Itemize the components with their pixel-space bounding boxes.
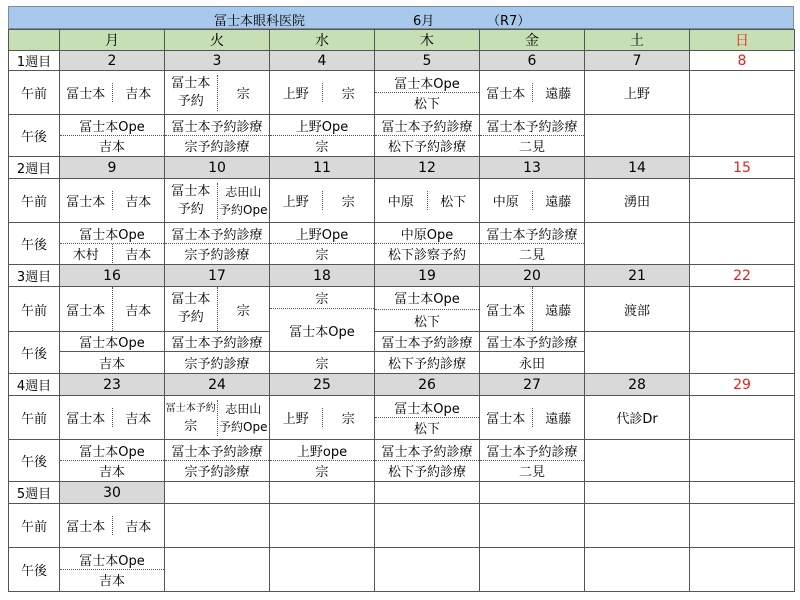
- empty-cell: [690, 548, 795, 592]
- sun-am: [690, 287, 795, 332]
- pm-label: 午後: [9, 115, 60, 157]
- empty-cell: [690, 504, 795, 548]
- am-row: [9, 396, 795, 440]
- cell-text: 中原: [375, 191, 428, 210]
- wed-pm: [270, 440, 375, 482]
- pm-row: [9, 440, 795, 482]
- fri-am: [480, 179, 585, 223]
- sat-am: 渡部: [585, 287, 690, 332]
- cell-text: 宗: [341, 412, 355, 427]
- date-cell: 24: [165, 374, 270, 396]
- clinic-name: 冨士本眼科医院: [214, 14, 306, 29]
- sat-pm: [585, 115, 690, 157]
- cell-text: 木村: [60, 244, 113, 263]
- empty-cell: [585, 548, 690, 592]
- tue-am: [165, 179, 270, 223]
- fri-am: [480, 71, 585, 115]
- cell-text: 冨士本予約診療: [165, 224, 269, 244]
- cell-text: 冨士本予約診療: [375, 116, 479, 136]
- cell-text: 宗予約診療: [184, 140, 250, 155]
- date-cell: 27: [480, 374, 585, 396]
- cell-text: 冨士本: [60, 516, 113, 535]
- empty-cell: [480, 548, 585, 592]
- mon-pm: [60, 115, 165, 157]
- cell-text: 予約Ope: [219, 202, 268, 217]
- cell-text: 吉本: [125, 520, 152, 535]
- cell-text: 冨士本: [171, 75, 211, 91]
- date-cell: 25: [270, 374, 375, 396]
- week-row: [9, 265, 795, 287]
- cell-text: 松下: [440, 195, 467, 210]
- date-cell-empty: [585, 482, 690, 504]
- cell-text: 吉本: [125, 412, 152, 427]
- cell-text: 吉本: [125, 195, 152, 210]
- fri-am: [480, 287, 585, 332]
- sun-pm: [690, 223, 795, 265]
- mon-pm-top: 冨士本Ope: [60, 332, 165, 352]
- fri-am: [480, 396, 585, 440]
- cell-text: 冨士本: [60, 191, 113, 210]
- tue-am: [165, 71, 270, 115]
- empty-cell: [480, 504, 585, 548]
- cell-text: 二見: [518, 465, 545, 480]
- header-corner: [9, 30, 60, 51]
- thu-pm: [375, 115, 480, 157]
- empty-cell: [270, 504, 375, 548]
- date-cell: 30: [60, 482, 165, 504]
- cell-text: 上野: [270, 408, 323, 427]
- sun-pm: [690, 440, 795, 482]
- date-cell-empty: [165, 482, 270, 504]
- cell-text: 冨士本: [171, 292, 211, 307]
- cell-text: 宗: [341, 87, 355, 102]
- date-cell-sunday: 15: [690, 157, 795, 179]
- am-label: 午前: [9, 71, 60, 115]
- mon-pm: [60, 548, 165, 592]
- cell-text: 吉本: [125, 248, 152, 263]
- cell-text: 冨士本予約診療: [165, 441, 269, 461]
- thu-am: [375, 396, 480, 440]
- cell-text: 吉本: [125, 303, 152, 319]
- cell-text: 松下予約診療: [387, 140, 466, 155]
- header-wed: 水: [270, 30, 375, 51]
- week-row: [9, 51, 795, 71]
- tue-am: [165, 396, 270, 440]
- cell-text: 吉本: [98, 574, 125, 589]
- cell-text: 遠藤: [545, 87, 572, 102]
- week-row: [9, 374, 795, 396]
- title-bar: [8, 6, 794, 29]
- week-row: [9, 157, 795, 179]
- cell-text: 宗: [341, 195, 355, 210]
- cell-text: 宗: [184, 418, 198, 434]
- wed-pm: [270, 115, 375, 157]
- date-cell-empty: [690, 482, 795, 504]
- date-cell: 13: [480, 157, 585, 179]
- wed-am: 宗: [270, 287, 375, 309]
- cell-text: 上野: [270, 191, 323, 210]
- sat-pm: [585, 223, 690, 265]
- cell-text: 松下診察予約: [387, 248, 466, 263]
- cell-text: 宗: [315, 248, 329, 263]
- thu-pm: [375, 223, 480, 265]
- date-cell: 12: [375, 157, 480, 179]
- mon-pm-bottom: 吉本: [60, 352, 165, 374]
- mon-am: [60, 396, 165, 440]
- fri-pm: [480, 115, 585, 157]
- week-row: [9, 482, 795, 504]
- cell-text: 冨士本: [60, 408, 113, 427]
- wed-am: [270, 71, 375, 115]
- empty-cell: [270, 548, 375, 592]
- date-cell: 28: [585, 374, 690, 396]
- date-cell: 4: [270, 51, 375, 71]
- date-cell: 20: [480, 265, 585, 287]
- empty-cell: [375, 548, 480, 592]
- date-cell-sunday: 29: [690, 374, 795, 396]
- cell-text: 宗: [315, 465, 329, 480]
- wed-pm: [270, 223, 375, 265]
- cell-text: 遠藤: [545, 412, 572, 427]
- cell-text: 冨士本: [60, 83, 113, 102]
- sat-am: 湧田: [585, 179, 690, 223]
- cell-text: 中原Ope: [375, 224, 479, 244]
- date-cell: 16: [60, 265, 165, 287]
- header-sat: 土: [585, 30, 690, 51]
- header-tue: 火: [165, 30, 270, 51]
- date-cell: 21: [585, 265, 690, 287]
- am-row-upper: [9, 287, 795, 309]
- date-cell: 5: [375, 51, 480, 71]
- pm-row-upper: [9, 332, 795, 352]
- cell-text: 冨士本Ope: [60, 441, 164, 461]
- date-cell: 26: [375, 374, 480, 396]
- tue-pm: [165, 115, 270, 157]
- cell-text: 予約: [177, 201, 204, 217]
- cell-text: 吉本: [98, 140, 125, 155]
- cell-text: 上野Ope: [270, 224, 374, 244]
- cell-text: 松下: [413, 97, 440, 112]
- cell-text: 冨士本Ope: [60, 224, 164, 244]
- cell-text: 冨士本Ope: [375, 73, 479, 93]
- date-cell: 6: [480, 51, 585, 71]
- date-cell: 3: [165, 51, 270, 71]
- wed-merged-ope: 冨士本Ope: [270, 309, 375, 352]
- header-thu: 木: [375, 30, 480, 51]
- thu-pm: [375, 440, 480, 482]
- pm-label: 午後: [9, 548, 60, 592]
- cell-text: 宗予約診療: [184, 248, 250, 263]
- fri-pm: [480, 223, 585, 265]
- pm-label: 午後: [9, 440, 60, 482]
- cell-text: 冨士本Ope: [60, 550, 164, 570]
- date-cell: 18: [270, 265, 375, 287]
- am-label: 午前: [9, 287, 60, 332]
- pm-label: 午後: [9, 332, 60, 374]
- fri-pm-bottom: 永田: [480, 352, 585, 374]
- date-cell-sunday: 8: [690, 51, 795, 71]
- week-label: 3週目: [9, 265, 60, 287]
- pm-row: [9, 223, 795, 265]
- tue-pm-top: 冨士本予約診療: [165, 332, 270, 352]
- sat-pm: [585, 440, 690, 482]
- header-mon: 月: [60, 30, 165, 51]
- thu-am: [375, 287, 480, 332]
- cell-text: 冨士本: [60, 287, 113, 331]
- cell-text: 宗: [315, 140, 329, 155]
- date-cell: 9: [60, 157, 165, 179]
- pm-label: 午後: [9, 223, 60, 265]
- fri-pm-top: 冨士本予約診療: [480, 332, 585, 352]
- cell-text: 上野ope: [270, 441, 374, 461]
- sun-am: [690, 179, 795, 223]
- wed-am: [270, 396, 375, 440]
- month-label: 6月: [413, 14, 435, 29]
- sun-pm: [690, 332, 795, 374]
- tue-am: [165, 287, 270, 332]
- mon-pm: [60, 440, 165, 482]
- cell-text: 冨士本予約診療: [480, 116, 584, 136]
- cell-text: 二見: [518, 140, 545, 155]
- cell-text: 宗: [236, 303, 250, 319]
- week-label: 2週目: [9, 157, 60, 179]
- wed-am: [270, 179, 375, 223]
- cell-text: 松下: [413, 314, 440, 330]
- cell-text: 遠藤: [545, 303, 572, 319]
- tue-pm: [165, 440, 270, 482]
- header-fri: 金: [480, 30, 585, 51]
- pm-row: [9, 115, 795, 157]
- tue-pm: [165, 223, 270, 265]
- cell-text: 冨士本予約: [165, 402, 216, 414]
- fri-pm: [480, 440, 585, 482]
- date-cell: 11: [270, 157, 375, 179]
- sun-am: [690, 71, 795, 115]
- date-cell-empty: [480, 482, 585, 504]
- am-label: 午前: [9, 504, 60, 548]
- cell-text: 冨士本Ope: [375, 287, 479, 310]
- mon-am: [60, 504, 165, 548]
- cell-text: 冨士本予約診療: [375, 441, 479, 461]
- cell-text: 志田山: [225, 184, 262, 199]
- date-cell: 23: [60, 374, 165, 396]
- cell-text: 予約Ope: [219, 419, 268, 434]
- mon-am: [60, 287, 165, 332]
- sun-am: [690, 396, 795, 440]
- thu-am: [375, 179, 480, 223]
- cell-text: 冨士本: [480, 83, 533, 102]
- cell-text: 松下: [413, 422, 440, 437]
- mon-am: [60, 179, 165, 223]
- cell-text: 冨士本Ope: [375, 398, 479, 418]
- header-sun: 日: [690, 30, 795, 51]
- cell-text: 予約: [177, 93, 204, 109]
- am-row: [9, 71, 795, 115]
- sat-pm: [585, 332, 690, 374]
- day-header-row: [9, 30, 795, 51]
- mon-pm: [60, 223, 165, 265]
- wed-pm: 宗: [270, 352, 375, 374]
- mon-am: [60, 71, 165, 115]
- cell-text: 二見: [518, 248, 545, 263]
- thu-am: [375, 71, 480, 115]
- date-cell-empty: [270, 482, 375, 504]
- date-cell: 2: [60, 51, 165, 71]
- date-cell: 17: [165, 265, 270, 287]
- cell-text: 冨士本予約診療: [480, 441, 584, 461]
- am-label: 午前: [9, 396, 60, 440]
- empty-cell: [165, 504, 270, 548]
- cell-text: 宗: [236, 87, 250, 102]
- date-cell: 14: [585, 157, 690, 179]
- cell-text: 冨士本: [480, 287, 533, 331]
- cell-text: 冨士本予約診療: [165, 116, 269, 136]
- tue-pm-bottom: 宗予約診療: [165, 352, 270, 374]
- schedule-table: [8, 29, 795, 592]
- cell-text: 宗予約診療: [184, 465, 250, 480]
- empty-cell: [165, 548, 270, 592]
- cell-text: 松下予約診療: [387, 465, 466, 480]
- cell-text: 予約: [177, 310, 204, 325]
- cell-text: 吉本: [125, 87, 152, 102]
- cell-text: 冨士本: [171, 183, 211, 199]
- cell-text: 上野: [270, 83, 323, 102]
- week-label: 4週目: [9, 374, 60, 396]
- date-cell: 10: [165, 157, 270, 179]
- cell-text: 冨士本Ope: [60, 116, 164, 136]
- era-label: （R7）: [487, 14, 531, 29]
- date-cell-sunday: 22: [690, 265, 795, 287]
- empty-cell: [585, 504, 690, 548]
- cell-text: 冨士本: [480, 408, 533, 427]
- sun-pm: [690, 115, 795, 157]
- am-label: 午前: [9, 179, 60, 223]
- cell-text: 吉本: [98, 465, 125, 480]
- pm-row: [9, 548, 795, 592]
- sat-am: 上野: [585, 71, 690, 115]
- cell-text: 中原: [480, 191, 533, 210]
- cell-text: 冨士本予約診療: [480, 224, 584, 244]
- date-cell: 7: [585, 51, 690, 71]
- am-row: [9, 504, 795, 548]
- thu-pm-top: 冨士本予約診療: [375, 332, 480, 352]
- date-cell-empty: [375, 482, 480, 504]
- cell-text: 遠藤: [545, 195, 572, 210]
- thu-pm-bottom: 松下予約診療: [375, 352, 480, 374]
- week-label: 5週目: [9, 482, 60, 504]
- week-label: 1週目: [9, 51, 60, 71]
- am-row: [9, 179, 795, 223]
- sat-am: 代診Dr: [585, 396, 690, 440]
- cell-text: 上野Ope: [270, 116, 374, 136]
- cell-text: 志田山: [225, 401, 262, 416]
- empty-cell: [375, 504, 480, 548]
- date-cell: 19: [375, 265, 480, 287]
